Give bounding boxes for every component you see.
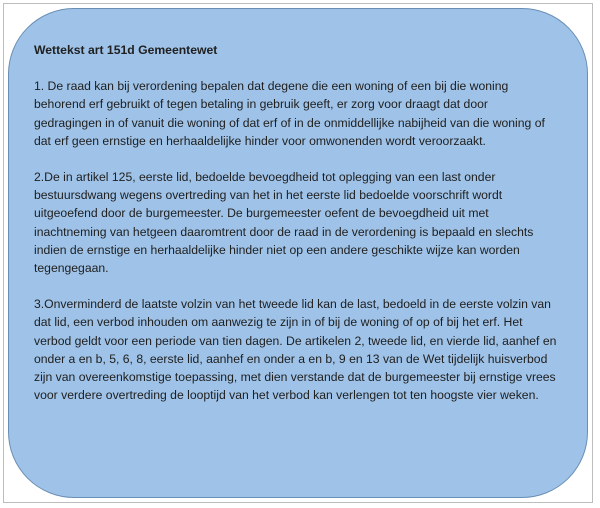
paragraph-1: 1. De raad kan bij verordening bepalen dat degene die een woning of een bij die woning behorend erf gebruikt of tegen betaling in gebruik geeft, er zorg voor draagt dat door gedragingen in of vanuit die woning of dat erf of in de onmiddellijke nabijheid van die woning of dat erf geen ernstige en herhaaldelijke hinder voor omwonenden wordt veroorzaakt. bbox=[34, 79, 545, 148]
paragraph-2: 2.De in artikel 125, eerste lid, bedoelde bevoegdheid tot oplegging van een last onder bestuursdwang wegens overtreding van het in het eerste lid bedoelde voorschrift wordt uitgeoefend door de burgemeester. De burgemeester oefent de bevoegdheid uit met inachtneming van hetgeen daaromtrent door de raad in de verordening is bepaald en slechts indien de ernstige en herhaaldelijke hinder niet op een andere geschikte wijze kan worden tegengegaan. bbox=[34, 170, 534, 276]
law-text-content bbox=[34, 41, 559, 404]
paragraph-3: 3.Onverminderd de laatste volzin van het tweede lid kan de last, bedoeld in de eerste volzin van dat lid, een verbod inhouden om aanwezig te zijn in of bij de woning of op of bij het erf. Het verbod geldt voor een periode van tien dagen. De artikelen 2, tweede lid, en vierde lid, aanhef en onder a en b, 5, 6, 8, eerste lid, aanhef en onder a en b, 9 en 13 van de Wet tijdelijk huisverbod zijn van overeenkomstige toepassing, met dien verstande dat de burgemeester bij ernstige vrees voor verdere overtreding de looptijd van het verbod kan verlengen tot ten hoogste vier weken. bbox=[34, 297, 557, 403]
law-title: Wettekst art 151d Gemeentewet bbox=[34, 43, 218, 57]
